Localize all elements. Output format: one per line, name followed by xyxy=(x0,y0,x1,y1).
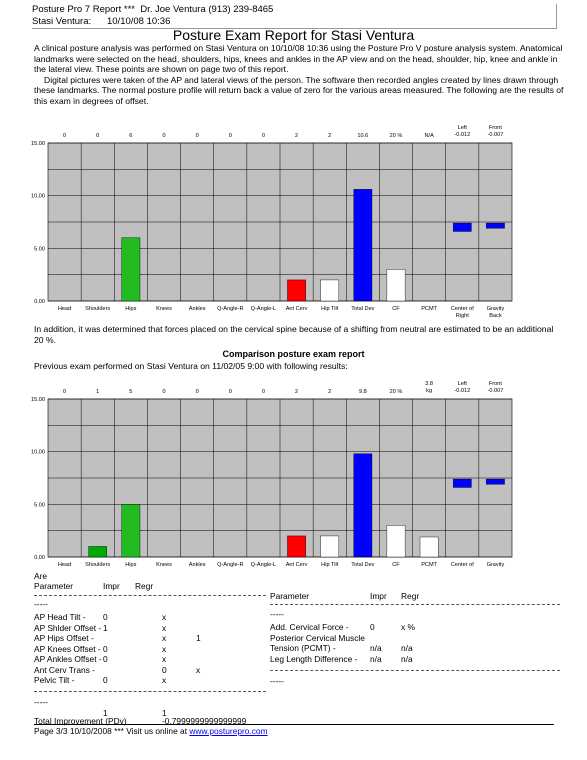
y-tick-label: 15.00 xyxy=(31,141,45,147)
bar xyxy=(387,525,405,557)
row-value: x xyxy=(162,633,167,643)
row-value: 0 xyxy=(103,654,108,664)
row-value: 1 xyxy=(103,622,108,633)
category-label: CF xyxy=(392,562,400,568)
top-value-label: 0 xyxy=(228,133,232,139)
row-value: n/a xyxy=(401,643,413,653)
category-label: Shoulders xyxy=(85,562,111,568)
top-value-label: Front xyxy=(488,381,502,387)
top-value-label: 0 xyxy=(162,389,166,395)
row-parameter: AP Shlder Offset - xyxy=(34,622,102,633)
top-value-label: 0 xyxy=(162,133,166,139)
bar xyxy=(354,454,372,557)
top-value-label: 0 xyxy=(195,389,199,395)
category-label: Center of xyxy=(450,306,474,312)
bar xyxy=(486,223,504,228)
bar xyxy=(287,280,305,301)
category-label: Q-Angle-R xyxy=(217,306,244,312)
bar xyxy=(287,536,305,557)
top-value-label: 5 xyxy=(129,389,133,395)
left-header-parameter: Parameter xyxy=(34,581,74,591)
top-value-label: 2 xyxy=(295,133,299,139)
top-value-label: Left xyxy=(457,125,467,131)
category-label: Right xyxy=(455,313,469,319)
top-value-label: 0 xyxy=(63,133,67,139)
row-value: x xyxy=(162,654,167,664)
total-regr: 1 xyxy=(162,708,167,718)
website-link[interactable]: www.posturepro.com xyxy=(189,726,268,736)
category-label: Knees xyxy=(156,562,172,568)
header-line-2: Stasi Ventura: 10/10/08 10:36 xyxy=(32,16,171,27)
page-title: Posture Exam Report for Stasi Ventura xyxy=(172,27,415,43)
bar xyxy=(122,238,140,301)
row-parameter: AP Hips Offset - xyxy=(34,633,94,643)
row-parameter: Leg Length Difference - xyxy=(270,653,358,664)
row-parameter: AP Ankles Offset - xyxy=(34,654,102,664)
top-value-label: 0 xyxy=(96,133,100,139)
bar xyxy=(321,280,339,301)
top-value-label: 20 % xyxy=(389,389,403,395)
intro-text-1: A clinical posture analysis was performed on Stasi Ventura on 10/10/08 10:36 using the Posture Pro V posture analysis system. Anatomical landmarks were selected on the head, shoulders, hips, knees and ankles in the AP view and on the head, shoulder, hip, knee and ankle in the lateral view. These points are shown on page two of this report. xyxy=(34,43,563,74)
category-label: Q-Angle-R xyxy=(217,562,244,568)
row-value: x xyxy=(162,622,167,633)
top-value-label: 0 xyxy=(261,133,265,139)
category-label: Gravity xyxy=(486,306,505,312)
left-dash: ----- xyxy=(34,599,48,609)
row-parameter: Add. Cervical Force - xyxy=(270,622,349,632)
category-label: Ant Cerv xyxy=(285,306,308,312)
top-value-label: 1 xyxy=(96,389,100,395)
row-parameter: AP Knees Offset - xyxy=(34,643,101,654)
bar xyxy=(354,189,372,301)
top-value-label: N/A xyxy=(424,133,434,139)
row-value: 0 xyxy=(103,675,108,685)
row-value: n/a xyxy=(370,643,382,653)
top-value-label: 10.6 xyxy=(357,133,369,139)
y-tick-label: 15.00 xyxy=(31,397,45,403)
top-value-label: 9.8 xyxy=(358,389,367,395)
bar xyxy=(387,269,405,301)
report-header xyxy=(32,4,557,29)
row-value: 0 xyxy=(370,622,375,632)
category-label: Back xyxy=(489,313,502,319)
row-value: x xyxy=(162,675,167,685)
category-label: Ankles xyxy=(188,562,206,568)
footer-text: Page 3/3 10/10/2008 *** Visit us online at xyxy=(34,726,190,736)
top-value-label: 0 xyxy=(261,389,265,395)
row-value: 1 xyxy=(196,633,201,643)
right-header-parameter: Parameter xyxy=(270,591,310,601)
right-header-impr: Impr xyxy=(370,591,387,601)
category-label: Total Dev xyxy=(351,306,375,312)
table-are-label: Are xyxy=(34,571,48,581)
category-label: Center of xyxy=(450,562,474,568)
comparison-text: Previous exam performed on Stasi Ventura on 11/02/05 9:00 with following results: xyxy=(34,361,348,371)
row-value: x % xyxy=(401,622,415,632)
category-label: PCMT xyxy=(421,306,438,312)
row-value: x xyxy=(162,612,167,622)
row-value: x xyxy=(196,664,201,675)
top-value-label: -0.012 xyxy=(454,132,471,138)
right-dash: ----- xyxy=(270,609,284,619)
row-parameter: Posterior Cervical Muscle xyxy=(270,632,365,643)
y-tick-label: 0.00 xyxy=(34,555,45,561)
intro-text-2: Digital pictures were taken of the AP and lateral views of the person. The software then recorded angles created by lines drawn through these landmarks. The normal posture profile will return back a value of zero for the various areas measured. The following are the results of this exam in degrees of offset. xyxy=(34,74,564,106)
y-tick-label: 5.00 xyxy=(34,502,45,509)
y-tick-label: 5.00 xyxy=(34,246,45,253)
category-label: Q-Angle-L xyxy=(250,306,277,312)
row-parameter: Ant Cerv Trans - xyxy=(34,664,95,675)
category-label: Knees xyxy=(156,306,172,312)
top-value-label: -0.012 xyxy=(454,388,471,394)
row-value: x xyxy=(162,643,167,654)
category-label: Hips xyxy=(125,306,137,312)
intro-paragraph xyxy=(34,43,564,106)
total-label: Total Improvement (PDv) xyxy=(34,716,127,726)
right-divider-bottom xyxy=(270,670,560,671)
previous-exam-chart xyxy=(20,372,572,570)
top-value-label: 2 xyxy=(328,389,332,395)
top-value-label: 6 xyxy=(129,133,133,139)
top-value-label: Front xyxy=(488,125,502,131)
top-value-label: 0 xyxy=(63,389,67,395)
row-parameter: AP Head Tilt - xyxy=(34,612,86,622)
top-value-label: Left xyxy=(457,381,467,387)
right-dash-bottom: ----- xyxy=(270,676,284,686)
category-label: Shoulders xyxy=(85,306,111,312)
row-parameter: Tension (PCMT) - xyxy=(270,643,336,653)
category-label: Hip Tilt xyxy=(321,562,339,568)
total-impr: 1 xyxy=(103,708,108,718)
category-label: Ankles xyxy=(188,306,206,312)
row-value: n/a xyxy=(370,653,382,664)
row-value: 0 xyxy=(103,643,108,654)
top-value-label: 0 xyxy=(228,389,232,395)
left-header-impr: Impr xyxy=(103,581,120,591)
cervical-force-note: In addition, it was determined that forces placed on the cervical spine because of a shifting from neutral are estimated to be an additional 20 %. xyxy=(34,324,554,345)
right-divider xyxy=(270,604,560,605)
top-value-label: 3.8 xyxy=(425,381,434,387)
category-label: Hip Tilt xyxy=(321,306,339,312)
category-label: Head xyxy=(57,562,72,568)
top-value-label: -0.007 xyxy=(487,132,504,138)
comparison-title: Comparison posture exam report xyxy=(222,349,365,359)
category-label: Gravity xyxy=(486,562,505,568)
bar xyxy=(321,536,339,557)
left-divider xyxy=(34,595,266,596)
bar xyxy=(453,223,471,231)
top-value-label: 2 xyxy=(295,389,299,395)
category-label: Total Dev xyxy=(351,562,375,568)
y-tick-label: 10.00 xyxy=(31,193,45,200)
row-value: 0 xyxy=(162,664,167,675)
current-exam-chart xyxy=(20,118,572,326)
bar xyxy=(420,537,438,557)
category-label: Q-Angle-L xyxy=(250,562,277,568)
header-line-1: Posture Pro 7 Report *** Dr. Joe Ventura (913) 239-8465 xyxy=(32,4,274,15)
category-label: CF xyxy=(392,306,400,312)
y-tick-label: 0.00 xyxy=(34,299,45,305)
category-label: Ant Cerv xyxy=(285,562,308,568)
bar xyxy=(453,479,471,487)
top-value-label: -0.007 xyxy=(487,388,504,394)
row-parameter: Pelvic Tilt - xyxy=(34,675,75,685)
category-label: PCMT xyxy=(421,562,438,568)
row-value: 0 xyxy=(103,612,108,622)
top-value-label: 20 % xyxy=(389,133,403,139)
total-value: -0.7999999999999999 xyxy=(162,716,247,726)
row-value: n/a xyxy=(401,653,413,664)
bar xyxy=(89,546,107,557)
category-label: Head xyxy=(57,306,72,312)
category-label: Hips xyxy=(125,562,137,568)
y-tick-label: 10.00 xyxy=(31,449,45,456)
left-header-regr: Regr xyxy=(135,581,154,591)
page-footer xyxy=(34,724,554,736)
bar xyxy=(122,504,140,557)
left-divider-bottom xyxy=(34,691,266,692)
bar xyxy=(486,479,504,484)
right-header-regr: Regr xyxy=(401,591,420,601)
top-value-label: kg xyxy=(426,388,433,394)
top-value-label: 2 xyxy=(328,133,332,139)
left-dash-bottom: ----- xyxy=(34,697,48,707)
top-value-label: 0 xyxy=(195,133,199,139)
